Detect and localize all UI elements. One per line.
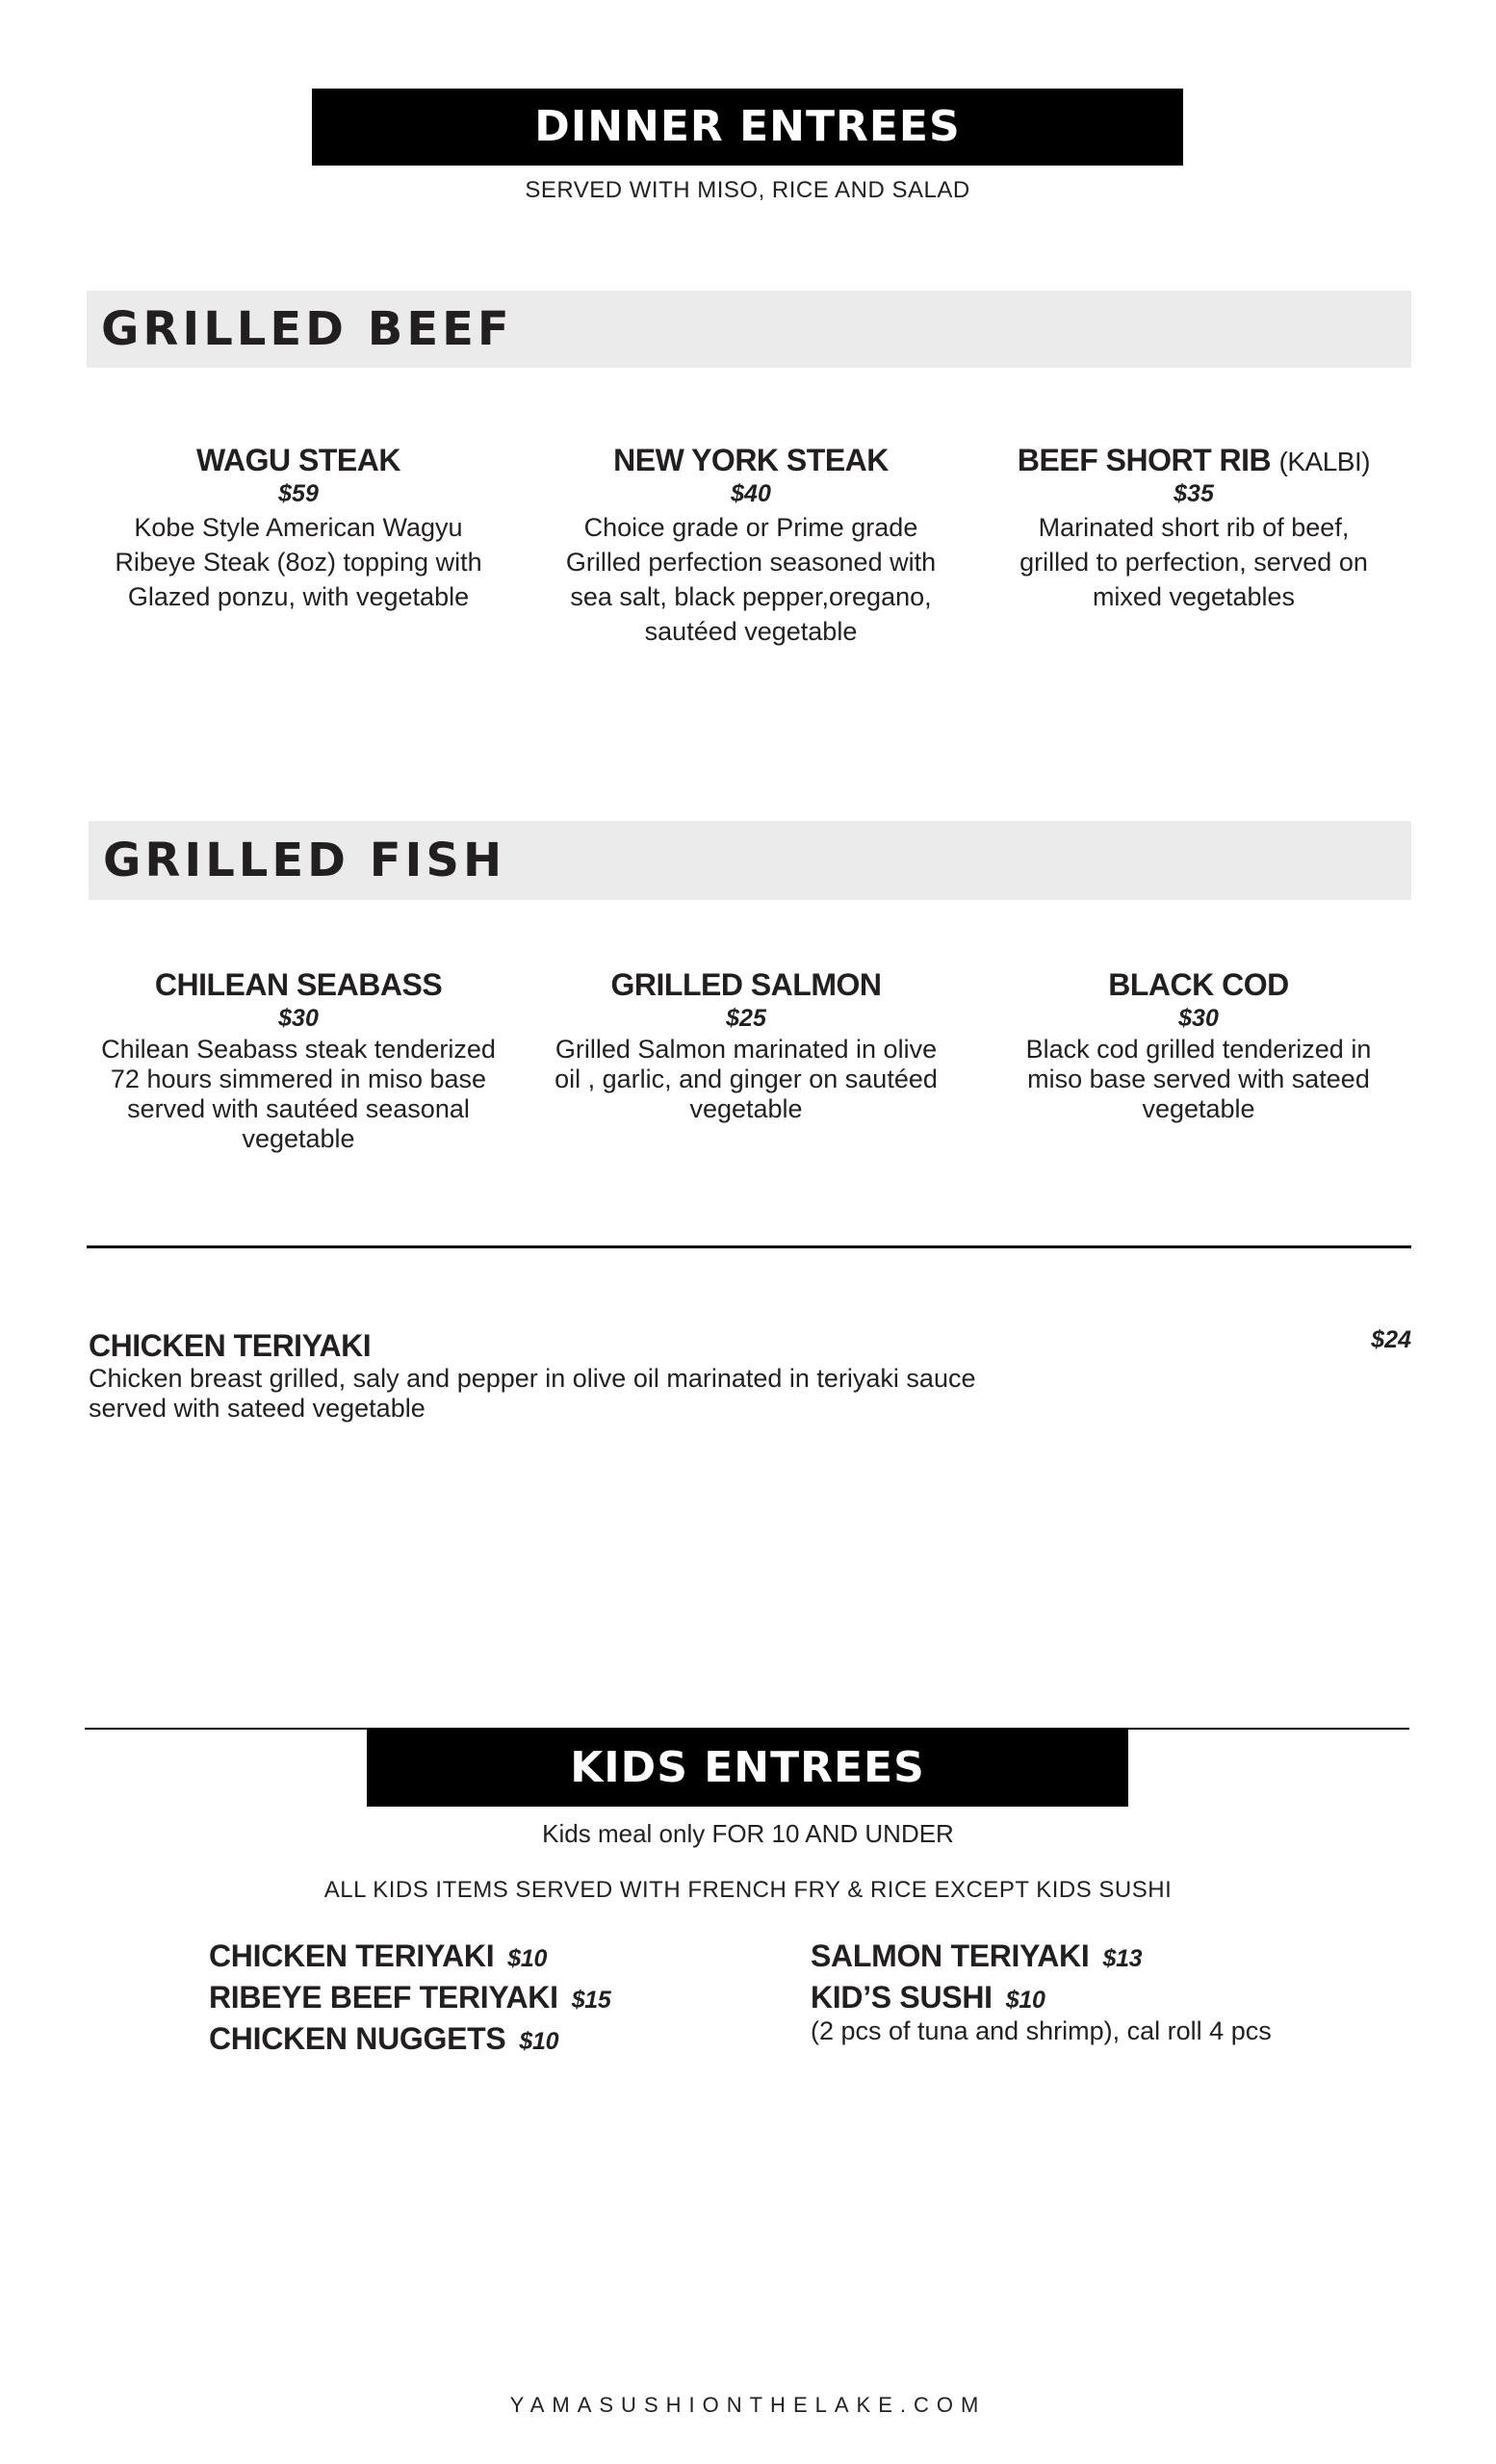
section-divider <box>87 1245 1411 1248</box>
menu-item-beef-short-rib <box>977 443 1410 614</box>
kids-left-column <box>209 1938 787 2063</box>
item-price: $24 <box>1371 1326 1411 1353</box>
kids-item-chicken-nuggets: CHICKEN NUGGETS $10 <box>209 2021 559 2056</box>
item-name: BLACK COD <box>1108 967 1289 1002</box>
item-price: $40 <box>731 480 771 507</box>
kids-age-note: Kids meal only FOR 10 AND UNDER <box>542 1819 954 1848</box>
dinner-entrees-title: DINNER ENTREES <box>534 102 961 151</box>
item-name: CHILEAN SEABASS <box>154 967 443 1002</box>
item-name-suffix: (KALBI) <box>1278 447 1371 476</box>
dinner-entrees-banner <box>312 89 1183 166</box>
kids-item-price: $13 <box>1102 1945 1143 1972</box>
item-description: Chicken breast grilled, saly and pepper in olive oil marinated in teriyaki sauce served with sateed vegetable <box>89 1364 976 1423</box>
item-name: WAGU STEAK <box>196 443 400 477</box>
menu-item-wagu-steak <box>82 443 515 614</box>
item-description: Marinated short rib of beef, grilled to perfection, served on mixed vegetables <box>1019 513 1368 611</box>
item-name: NEW YORK STEAK <box>613 443 889 477</box>
item-price: $25 <box>726 1005 766 1032</box>
footer-website: YAMASUSHIONTHELAKE.COM <box>509 2393 987 2417</box>
kids-item-salmon-teriyaki: SALMON TERIYAKI $13 <box>811 1938 1143 1973</box>
kids-entrees-banner <box>367 1730 1128 1807</box>
dinner-subtitle: SERVED WITH MISO, RICE AND SALAD <box>525 177 970 203</box>
item-description: Kobe Style American Wagyu Ribeye Steak (8oz) topping with Glazed ponzu, with vegetable <box>115 513 482 611</box>
item-price: $30 <box>1178 1005 1219 1032</box>
item-description: Black cod grilled tenderized in miso base served with sateed vegetable <box>1025 1035 1372 1123</box>
item-description: Choice grade or Prime grade Grilled perfection seasoned with sea salt, black pepper,oregano, sautéed vegetable <box>565 513 937 646</box>
kids-item-price: $15 <box>571 1987 611 2014</box>
kids-item-kids-sushi: KID’S SUSHI $10 <box>811 1980 1045 2015</box>
item-description: Chilean Seabass steak tenderized 72 hours simmered in miso base served with sautéed seasonal vegetable <box>101 1035 496 1153</box>
grilled-beef-header <box>87 291 1411 368</box>
kids-sushi-note: (2 pcs of tuna and shrimp), cal roll 4 pcs <box>811 2016 1272 2045</box>
kids-served-note: ALL KIDS ITEMS SERVED WITH FRENCH FRY & RICE EXCEPT KIDS SUSHI <box>323 1877 1173 1903</box>
item-description: Grilled Salmon marinated in olive oil , garlic, and ginger on sautéed vegetable <box>555 1035 938 1123</box>
menu-item-new-york-steak <box>534 443 967 649</box>
item-name: GRILLED SALMON <box>610 967 882 1002</box>
menu-item-black-cod <box>982 967 1415 1124</box>
menu-item-chicken-teriyaki <box>89 1328 1411 1424</box>
item-name: BEEF SHORT RIB (KALBI) <box>1017 443 1371 477</box>
kids-item-ribeye-beef-teriyaki: RIBEYE BEEF TERIYAKI $15 <box>209 1980 611 2015</box>
menu-item-grilled-salmon <box>529 967 963 1124</box>
kids-right-column <box>811 1938 1407 2046</box>
item-price: $30 <box>278 1005 319 1032</box>
grilled-fish-header <box>89 821 1411 900</box>
menu-item-chilean-seabass <box>82 967 515 1154</box>
kids-item-chicken-teriyaki: CHICKEN TERIYAKI $10 <box>209 1938 548 1973</box>
kids-item-price: $10 <box>507 1945 548 1972</box>
grilled-beef-title: GRILLED BEEF <box>101 302 513 356</box>
grilled-fish-title: GRILLED FISH <box>103 834 506 887</box>
kids-item-price: $10 <box>519 2028 559 2055</box>
item-name: CHICKEN TERIYAKI <box>89 1328 372 1363</box>
kids-entrees-title: KIDS ENTREES <box>570 1743 925 1792</box>
kids-item-price: $10 <box>1005 1987 1045 2014</box>
item-price: $35 <box>1174 480 1214 507</box>
item-price: $59 <box>278 480 319 507</box>
